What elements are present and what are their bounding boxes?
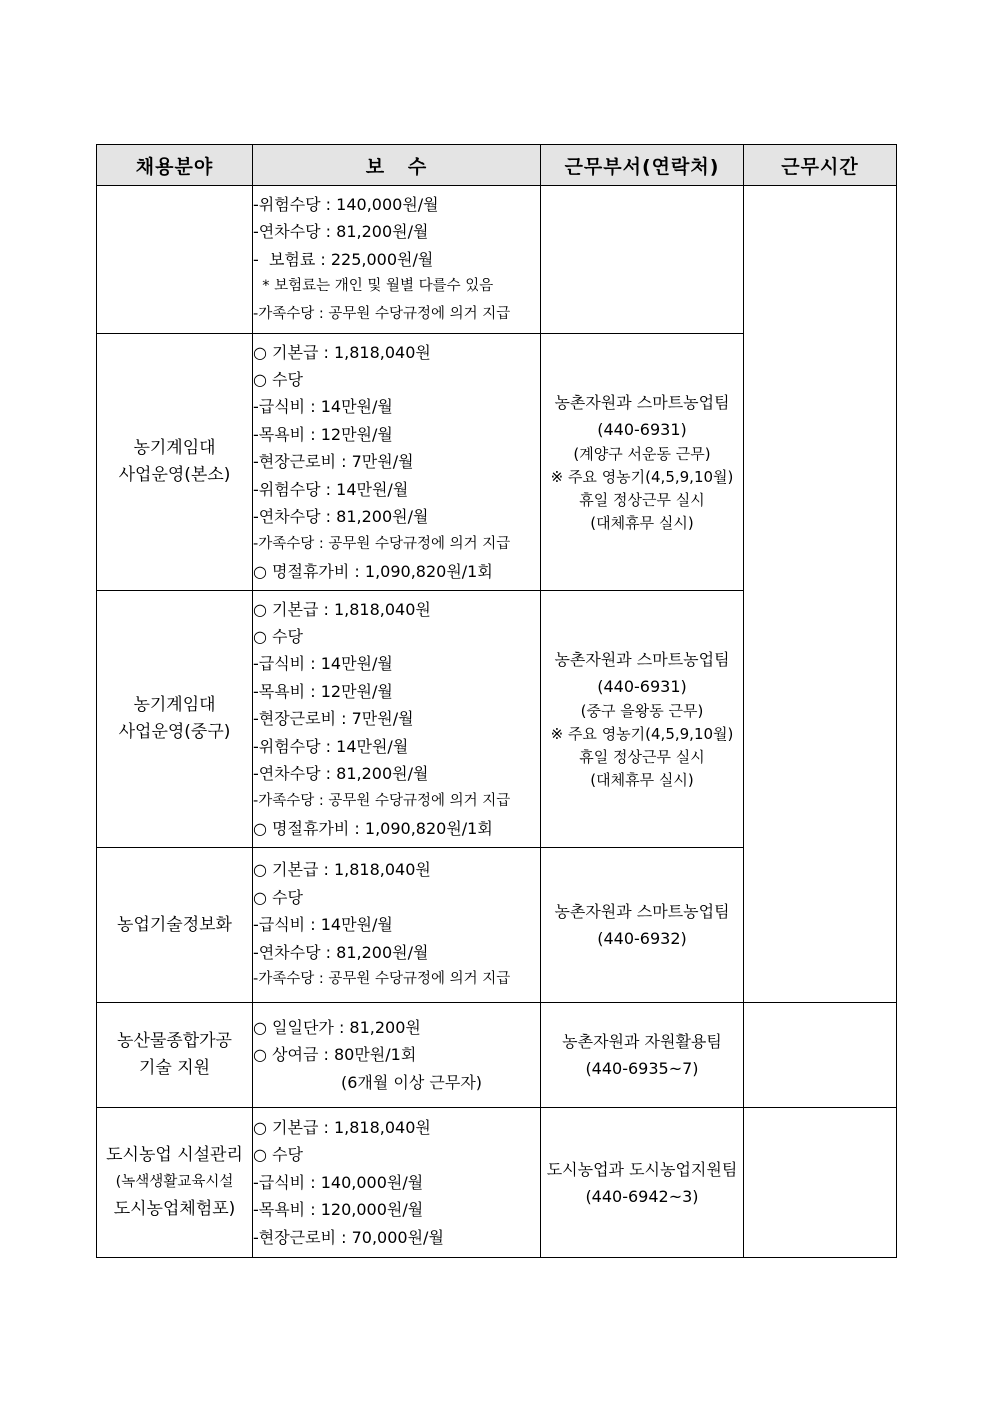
- pay-line: -위험수당 : 14만원/월: [253, 479, 409, 499]
- pay-line: * 보험료는 개인 및 월별 다를수 있음: [253, 278, 494, 295]
- pay-cell: [253, 1003, 541, 1108]
- hours-cell: [744, 1108, 897, 1258]
- pay-line: ○ 명절휴가비 : 1,090,820원/1회: [253, 561, 493, 581]
- department-cell: [541, 1003, 744, 1108]
- pay-line: -급식비 : 14만원/월: [253, 915, 393, 935]
- field-line: 도시농업체험포): [113, 1199, 236, 1219]
- department-name: 도시농업과 도시농업지원팀: [546, 1159, 738, 1179]
- pay-cell: [253, 334, 541, 591]
- pay-cell: [253, 186, 541, 334]
- pay-cell: [253, 848, 541, 1003]
- pay-line: -목욕비 : 12만원/월: [253, 424, 393, 444]
- pay-line: -위험수당 : 140,000원/월: [253, 194, 439, 214]
- department-note: (대체휴무 실시): [590, 514, 694, 532]
- table-row: [97, 1003, 897, 1108]
- department-note: ※ 주요 영농기(4,5,9,10월): [550, 468, 734, 486]
- department-name: 농촌자원과 스마트농업팀: [554, 902, 730, 921]
- table-row: [97, 186, 897, 334]
- department-name: 농촌자원과 스마트농업팀: [554, 393, 730, 412]
- department-cell: [541, 591, 744, 848]
- pay-line: ○ 수당: [253, 627, 303, 647]
- pay-line: ○ 기본급 : 1,818,040원: [253, 860, 431, 880]
- department-cell: [541, 848, 744, 1003]
- department-note: (계양구 서운동 근무): [573, 445, 711, 463]
- hours-cell: [744, 186, 897, 1003]
- pay-line: - 보험료 : 225,000원/월: [253, 249, 434, 269]
- department-name: 농촌자원과 스마트농업팀: [554, 650, 730, 669]
- pay-line: -연차수당 : 81,200원/월: [253, 507, 429, 527]
- pay-line: -현장근로비 : 7만원/월: [253, 452, 414, 472]
- department-cell: [541, 1108, 744, 1258]
- pay-line: ○ 수당: [253, 370, 303, 390]
- pay-line: ○ 기본급 : 1,818,040원: [253, 599, 431, 619]
- field-line: 농기계임대: [133, 695, 216, 715]
- pay-line: -연차수당 : 81,200원/월: [253, 222, 429, 242]
- field-line: 기술 지원: [138, 1058, 211, 1078]
- pay-line: -가족수당 : 공무원 수당규정에 의거 지급: [253, 305, 511, 322]
- field-line: 사업운영(중구): [118, 722, 231, 742]
- pay-line: -가족수당 : 공무원 수당규정에 의거 지급: [253, 792, 511, 809]
- table-row: [97, 1108, 897, 1258]
- department-note: (대체휴무 실시): [590, 771, 694, 789]
- pay-line: -급식비 : 140,000원/월: [253, 1172, 424, 1192]
- department-phone: (440-6935~7): [585, 1059, 699, 1078]
- department-name: 농촌자원과 자원활용팀: [562, 1032, 722, 1051]
- field-line: (녹색생활교육시설: [115, 1174, 234, 1190]
- pay-line: -급식비 : 14만원/월: [253, 397, 393, 417]
- header-field: 채용분야: [97, 145, 253, 186]
- department-note: ※ 주요 영농기(4,5,9,10월): [550, 725, 734, 743]
- header-row: [97, 145, 897, 186]
- department-cell: [541, 334, 744, 591]
- pay-line: ○ 일일단가 : 81,200원: [253, 1017, 421, 1037]
- field-line: 농산물종합가공: [117, 1031, 232, 1051]
- field-cell: [97, 1003, 253, 1108]
- pay-line: ○ 상여금 : 80만원/1회: [253, 1045, 417, 1065]
- pay-line: -현장근로비 : 7만원/월: [253, 709, 414, 729]
- pay-line: -가족수당 : 공무원 수당규정에 의거 지급: [253, 535, 511, 552]
- field-line: 도시농업 시설관리: [106, 1145, 243, 1165]
- pay-line: ○ 기본급 : 1,818,040원: [253, 1117, 431, 1137]
- department-cell: [541, 186, 744, 334]
- pay-line: -급식비 : 14만원/월: [253, 654, 393, 674]
- header-pay: 보 수: [253, 145, 541, 186]
- pay-line: -위험수당 : 14만원/월: [253, 736, 409, 756]
- header-hours: 근무시간: [744, 145, 897, 186]
- department-phone: (440-6931): [597, 420, 687, 439]
- pay-line: -현장근로비 : 70,000원/월: [253, 1227, 444, 1247]
- department-note: 휴일 정상근무 실시: [579, 748, 705, 766]
- pay-line: -연차수당 : 81,200원/월: [253, 764, 429, 784]
- department-phone: (440-6942~3): [585, 1186, 699, 1206]
- header-department: 근무부서(연락처): [541, 145, 744, 186]
- field-line: 농업기술정보화: [117, 914, 232, 935]
- field-line: 농기계임대: [133, 438, 216, 458]
- pay-cell: [253, 1108, 541, 1258]
- field-cell: [97, 186, 253, 334]
- department-phone: (440-6931): [597, 677, 687, 696]
- department-note: (중구 을왕동 근무): [580, 702, 704, 720]
- hours-cell: [744, 1003, 897, 1108]
- field-cell: [97, 334, 253, 591]
- pay-line: -목욕비 : 12만원/월: [253, 681, 393, 701]
- pay-line: -연차수당 : 81,200원/월: [253, 942, 429, 962]
- field-line: 사업운영(본소): [118, 465, 231, 485]
- pay-line: ○ 기본급 : 1,818,040원: [253, 342, 431, 362]
- department-note: 휴일 정상근무 실시: [579, 491, 705, 509]
- field-cell: [97, 848, 253, 1003]
- pay-line: ○ 수당: [253, 1145, 303, 1165]
- pay-line: -가족수당 : 공무원 수당규정에 의거 지급: [253, 971, 511, 988]
- recruitment-table: [96, 144, 897, 1258]
- pay-cell: [253, 591, 541, 848]
- pay-line: (6개월 이상 근무자): [341, 1072, 483, 1092]
- pay-line: -목욕비 : 120,000원/월: [253, 1200, 424, 1220]
- field-cell: [97, 591, 253, 848]
- pay-line: ○ 명절휴가비 : 1,090,820원/1회: [253, 818, 493, 838]
- department-phone: (440-6932): [597, 929, 687, 948]
- field-cell: [97, 1108, 253, 1258]
- pay-line: ○ 수당: [253, 887, 303, 907]
